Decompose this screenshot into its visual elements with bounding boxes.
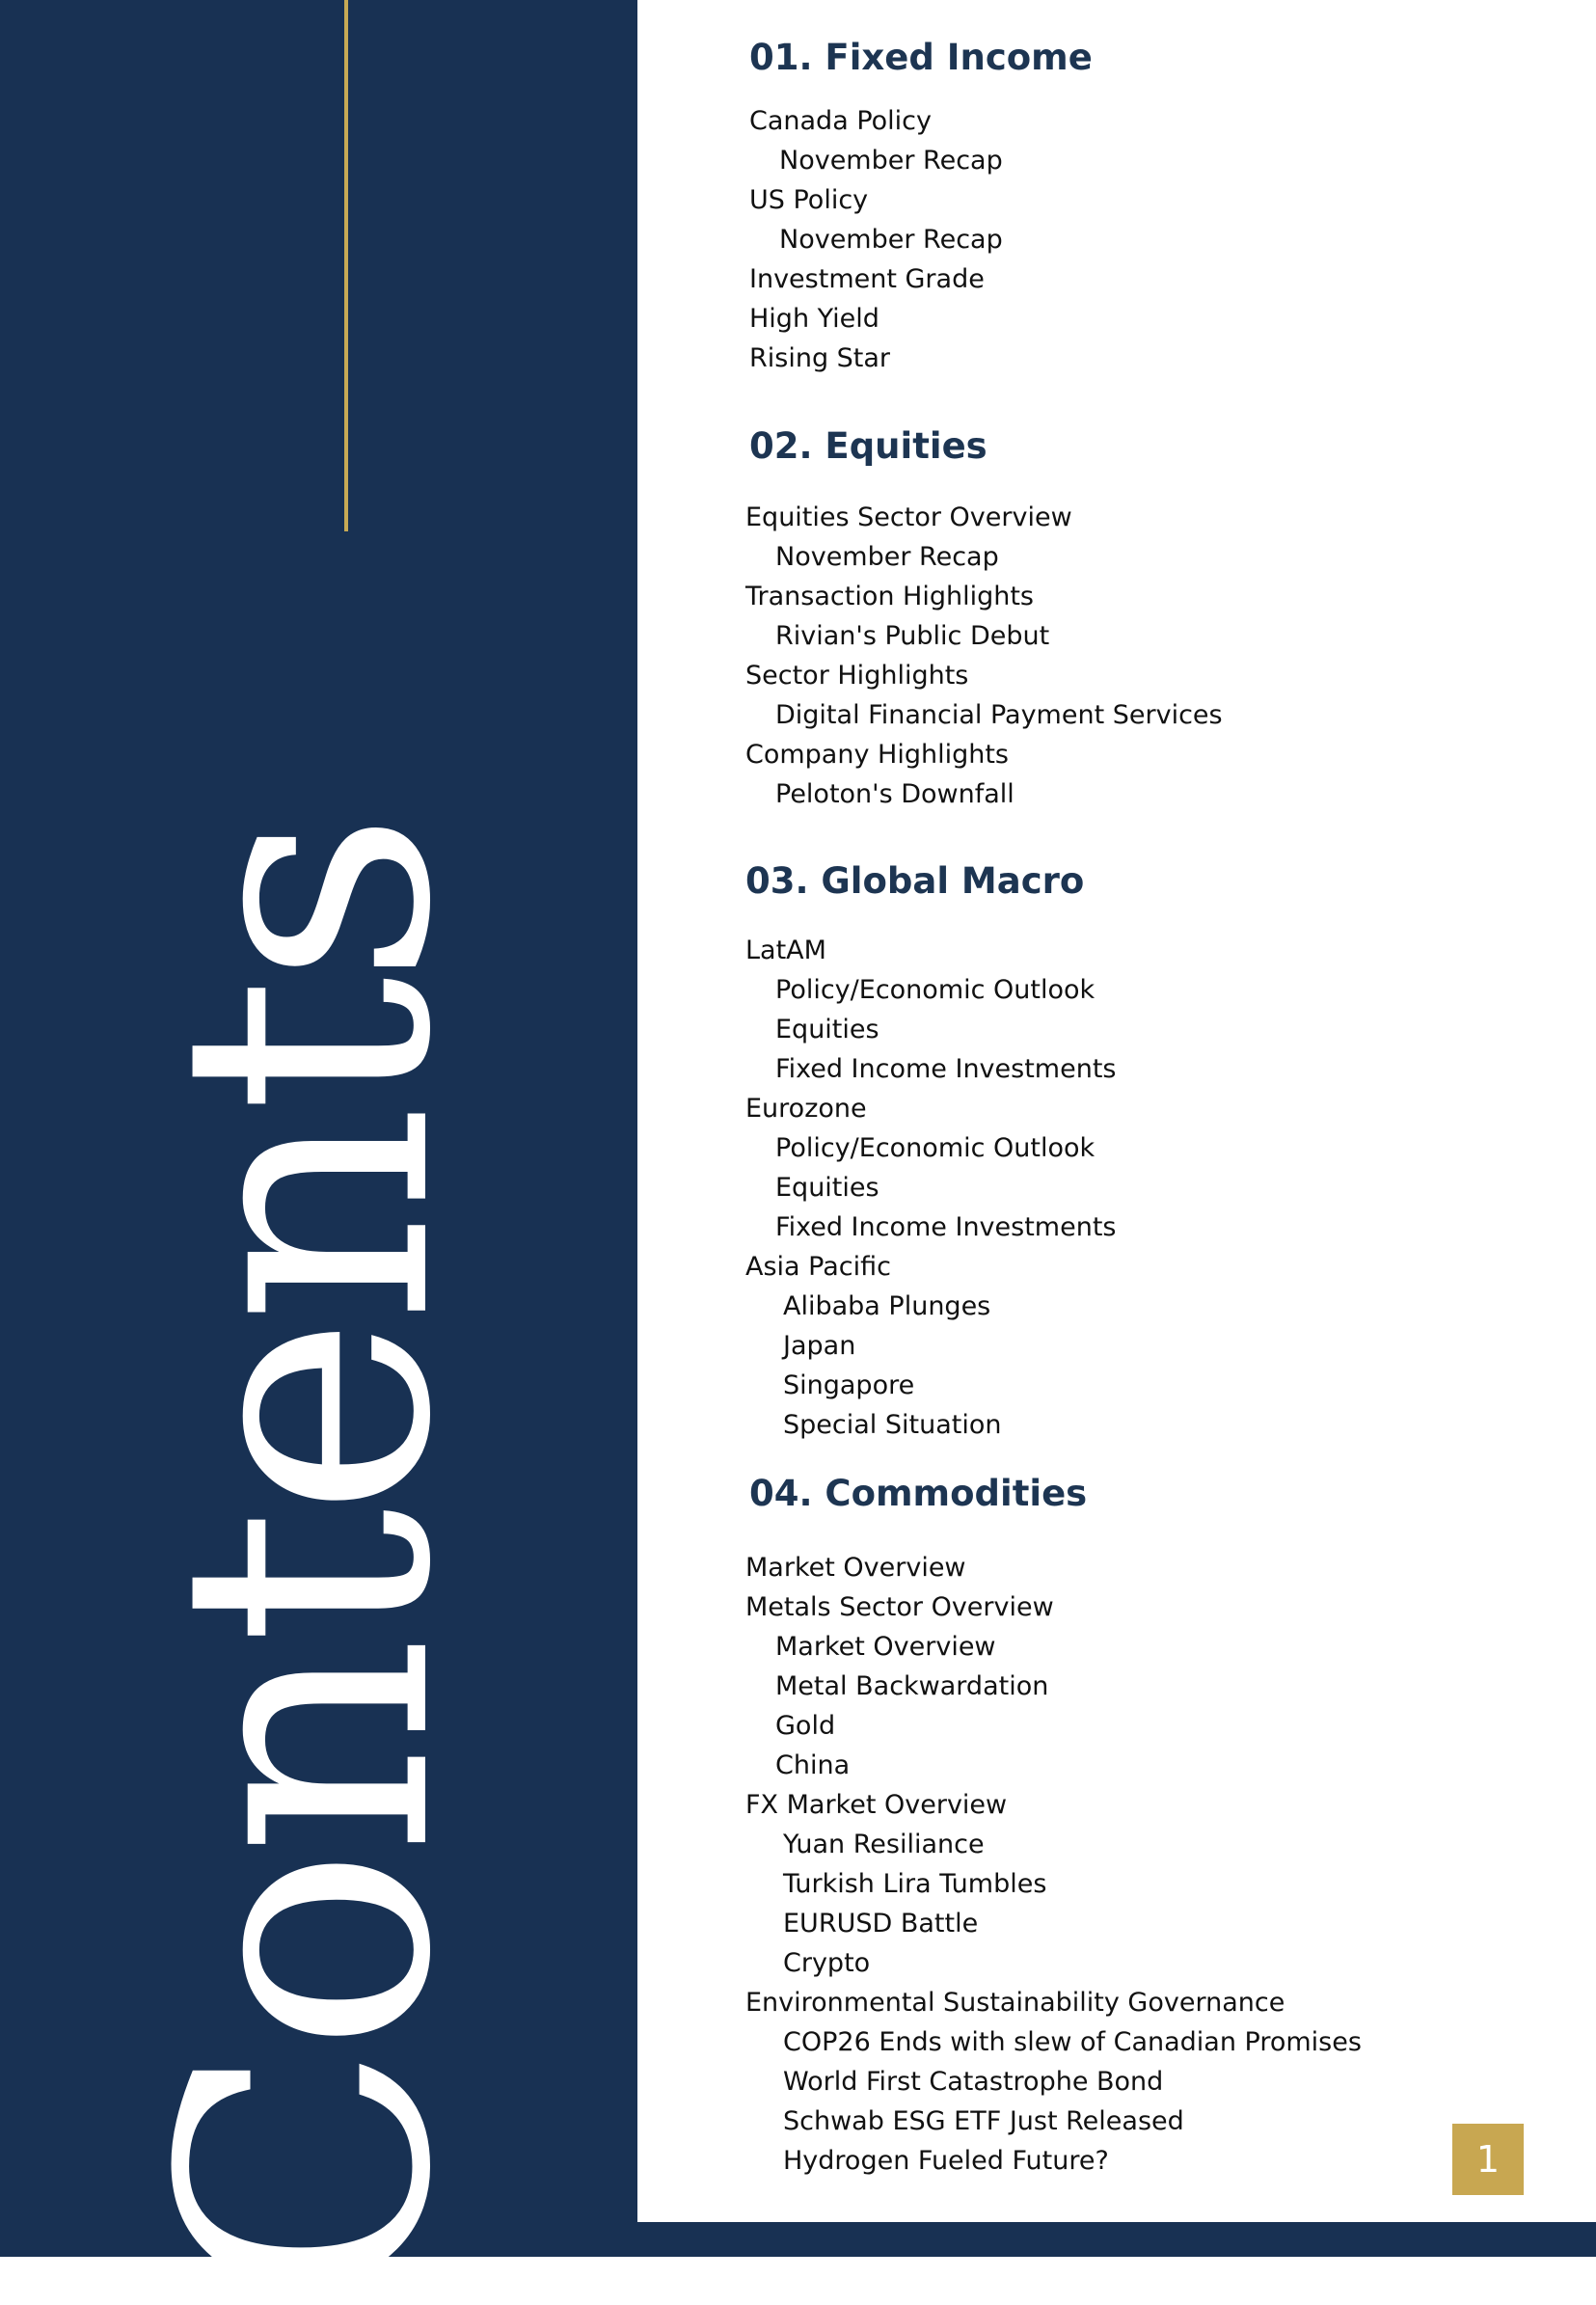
toc-item[interactable]: FX Market Overview <box>745 1790 1008 1820</box>
toc-subitem[interactable]: November Recap <box>779 225 1003 255</box>
toc-subitem[interactable]: Hydrogen Fueled Future? <box>783 2146 1109 2176</box>
toc-subitem[interactable]: Schwab ESG ETF Just Released <box>783 2106 1184 2136</box>
toc-item[interactable]: Rising Star <box>749 343 891 373</box>
toc-subitem[interactable]: Turkish Lira Tumbles <box>783 1869 1047 1899</box>
toc-subitem[interactable]: Crypto <box>783 1948 871 1978</box>
toc-subitem[interactable]: Fixed Income Investments <box>775 1054 1117 1084</box>
toc-subitem[interactable]: World First Catastrophe Bond <box>783 2067 1164 2097</box>
toc-subitem[interactable]: China <box>775 1750 851 1780</box>
contents-title: Contents <box>107 819 506 2305</box>
toc-subitem[interactable]: Rivian's Public Debut <box>775 621 1050 651</box>
toc-subitem[interactable]: Policy/Economic Outlook <box>775 1133 1096 1163</box>
toc-subitem[interactable]: Digital Financial Payment Services <box>775 700 1223 730</box>
gold-divider-line <box>344 0 348 531</box>
toc-subitem[interactable]: Equities <box>775 1015 879 1044</box>
page-number-badge: 1 <box>1452 2124 1524 2195</box>
toc-item[interactable]: Market Overview <box>745 1553 966 1583</box>
toc-subitem[interactable]: Gold <box>775 1711 836 1741</box>
toc-subitem[interactable]: EURUSD Battle <box>783 1909 979 1939</box>
toc-item[interactable]: Equities Sector Overview <box>745 502 1072 532</box>
toc-subitem[interactable]: Policy/Economic Outlook <box>775 975 1096 1005</box>
section-heading-equities: 02. Equities <box>749 425 987 467</box>
toc-subitem[interactable]: November Recap <box>779 146 1003 176</box>
toc-item[interactable]: Transaction Highlights <box>745 582 1035 611</box>
toc-item[interactable]: LatAM <box>745 936 826 965</box>
toc-item[interactable]: Environmental Sustainability Governance <box>745 1988 1285 2018</box>
toc-item[interactable]: High Yield <box>749 304 879 334</box>
toc-subitem[interactable]: Equities <box>775 1173 879 1203</box>
toc-item[interactable]: US Policy <box>749 185 869 215</box>
toc-subitem[interactable]: COP26 Ends with slew of Canadian Promises <box>783 2027 1362 2057</box>
toc-subitem[interactable]: Peloton's Downfall <box>775 779 1014 809</box>
toc-item[interactable]: Eurozone <box>745 1094 867 1124</box>
toc-item[interactable]: Company Highlights <box>745 740 1009 770</box>
toc-subitem[interactable]: Metal Backwardation <box>775 1671 1049 1701</box>
toc-item[interactable]: Investment Grade <box>749 264 985 294</box>
toc-item[interactable]: Asia Pacific <box>745 1252 891 1282</box>
toc-subitem[interactable]: Market Overview <box>775 1632 996 1662</box>
toc-subitem[interactable]: Japan <box>783 1331 856 1361</box>
section-heading-commodities: 04. Commodities <box>749 1473 1088 1514</box>
toc-subitem[interactable]: Yuan Resiliance <box>783 1830 985 1859</box>
toc-subitem[interactable]: November Recap <box>775 542 999 572</box>
toc-item[interactable]: Canada Policy <box>749 106 932 136</box>
toc-item[interactable]: Metals Sector Overview <box>745 1592 1054 1622</box>
toc-item[interactable]: Sector Highlights <box>745 661 969 691</box>
toc-subitem[interactable]: Fixed Income Investments <box>775 1212 1117 1242</box>
section-heading-global-macro: 03. Global Macro <box>745 860 1085 902</box>
toc-subitem[interactable]: Singapore <box>783 1370 915 1400</box>
section-heading-fixed-income: 01. Fixed Income <box>749 37 1093 78</box>
toc-subitem[interactable]: Alibaba Plunges <box>783 1291 991 1321</box>
toc-subitem[interactable]: Special Situation <box>783 1410 1002 1440</box>
